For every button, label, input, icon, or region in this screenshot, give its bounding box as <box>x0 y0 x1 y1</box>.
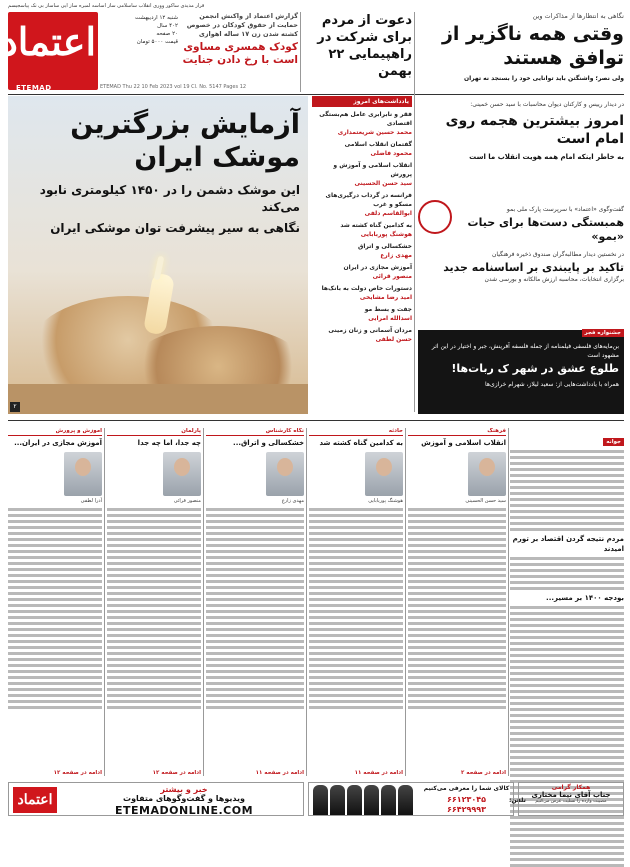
column-headline[interactable]: انقلاب اسلامی و آموزش <box>421 439 506 447</box>
column-headline[interactable]: مردم نتیجه گردن اقتصاد بر تورم امیدند <box>512 535 624 553</box>
index-author: مهدی زارع <box>380 252 412 259</box>
author-photo <box>468 452 506 496</box>
story-kicker: گفت‌وگوی «اعتماد» با سرپرست پارک ملی بمو <box>506 206 624 213</box>
index-title: آموزش مجازی در ایران <box>343 264 412 271</box>
story-headline[interactable]: کودک همسری مساوی است با رخ دادن جنایت <box>182 41 298 66</box>
body-text <box>408 508 506 709</box>
continued-link[interactable]: ادامه در صفحه ۱۲ <box>152 770 201 776</box>
index-entry[interactable] <box>312 242 412 260</box>
meta-line: ۴۰۲ سال <box>157 23 178 29</box>
main-subheadline-2: نگاهی به سیر پیشرفت توان موشکی ایران <box>50 221 300 235</box>
index-title: گفتمان انقلاب اسلامی <box>344 141 412 148</box>
ad-line-1: کالای شما را معرفی می‌کنیم <box>423 785 510 792</box>
ad-phones[interactable] <box>419 795 514 815</box>
column-culture[interactable] <box>408 428 506 776</box>
masthead-logo[interactable] <box>0 12 98 92</box>
index-author: اسدالله امرایی <box>368 315 412 322</box>
story-headline[interactable]: طلوع عشق در شهر ک ربات‌ها! <box>451 362 619 375</box>
section-tag: جشنواره فجر <box>582 329 624 337</box>
index-title: مردان آسمانی و زنان زمینی <box>328 327 412 334</box>
story-teachers-fund[interactable] <box>418 250 624 284</box>
lead-subheadline: ولی نصر؛ واشنگتن باید توانایی خود را بسنجد نه تهران <box>463 75 624 82</box>
story-headline[interactable]: تاکید بر پایبندی بر اساسنامه جدید <box>443 261 624 274</box>
index-title: فقر و نابرابری عامل هم‌بستگی اقتصادی <box>319 111 412 127</box>
body-text <box>107 508 201 709</box>
index-title: جفت و بسط مو <box>364 306 412 313</box>
logo-text: اعتماد <box>0 19 96 64</box>
index-author: منصور قرائی <box>372 273 412 280</box>
continued-link[interactable]: ادامه در صفحه ۲ <box>461 770 506 776</box>
author-photo <box>365 452 403 496</box>
ad-condolence <box>518 782 624 816</box>
main-story[interactable] <box>16 108 300 236</box>
index-entry[interactable] <box>312 140 412 158</box>
index-entry[interactable] <box>312 305 412 323</box>
index-title: فرانسه در گرداب درگیری‌های مسکو و غرب <box>325 192 412 208</box>
park-stamp-icon <box>418 200 452 234</box>
ad-url[interactable]: ETEMADONLINE.COM <box>114 804 254 817</box>
body-text <box>510 450 624 531</box>
ad-line-3: مصیبت وارده را تسلیت عرض می‌کنیم <box>535 799 607 804</box>
column-headline[interactable]: آموزش مجازی در ایران... <box>14 439 102 447</box>
right-column[interactable] <box>510 428 624 776</box>
ad-etemadonline[interactable] <box>8 782 304 816</box>
ad-line-1: خبر و بیشتر <box>160 785 208 794</box>
author-photo <box>64 452 102 496</box>
phone-number: ۶۶۱۲۳۰۴۵ <box>446 795 487 804</box>
meta-line: قیمت ۵۰۰۰ تومان <box>136 39 178 45</box>
story-deck: برگزاری انتخابات، محاسبه ارزش مالکانه و بورسی شدن <box>484 276 624 283</box>
index-author: سید حسن الحسینی <box>354 180 412 187</box>
ground <box>8 384 308 414</box>
ad-line-2: جناب آقای نیما مختاری <box>531 791 611 799</box>
issue-meta <box>100 14 178 76</box>
index-author: محمد حسین شریعتمداری <box>337 129 412 136</box>
section-label: آموزش و پرورش <box>8 428 102 436</box>
column-divider <box>300 12 301 92</box>
column-headline[interactable]: چه جدا، اما چه جدا <box>137 439 201 447</box>
section-label: پارلمان <box>107 428 201 436</box>
fajr-festival-box[interactable] <box>418 330 624 414</box>
story-headline[interactable]: دعوت از مردم برای شرکت در راهپیمایی ۲۲ بهمن <box>317 13 412 79</box>
index-title: انقلاب اسلامی و آموزش و پرورش <box>333 162 412 178</box>
ad-phone[interactable] <box>308 782 526 816</box>
lead-kicker: نگاهی به انتظارها از مذاکرات وین <box>532 12 624 20</box>
phone-label: تلفن: <box>509 797 526 804</box>
index-author: محمود فاضلی <box>370 150 412 157</box>
main-headline[interactable]: آزمایش بزرگترین موشک ایران <box>70 109 300 173</box>
body-text <box>309 508 403 709</box>
dateline: ETEMAD Thu 22 10 Feb 2023 vol 19 Cl. No. 5147 Pages 12 <box>100 84 247 90</box>
index-entry[interactable] <box>312 161 412 188</box>
author-photo <box>163 452 201 496</box>
editorial-index <box>312 96 412 414</box>
story-kicker: در نخستین دیدار مطالبه‌گران صندوق ذخیره فرهنگیان <box>492 251 624 258</box>
continued-link[interactable]: ادامه در صفحه ۱۱ <box>354 770 403 776</box>
index-title: به کدامین گناه کشته شد <box>340 222 412 229</box>
story-deck: به خاطر اینکه امام همه هویت انقلاب ما است <box>469 153 624 161</box>
header-divider <box>8 94 624 95</box>
logo-latin: ETEMAD <box>16 84 52 92</box>
column-expert[interactable] <box>206 428 304 776</box>
index-entry[interactable] <box>312 191 412 218</box>
lead-story[interactable] <box>418 12 624 83</box>
masthead-slogan: قرار مدیدی ساکور ووری انقلاب ساسلامی ساز اساسه لمبره ساز ایی ساساز بی نک پیاسجیسم <box>8 3 205 9</box>
section-label: حادثه <box>309 428 403 436</box>
column-divider <box>203 428 204 776</box>
body-text <box>206 508 304 709</box>
column-headline[interactable]: خشکسالی و اتراق... <box>233 439 304 447</box>
top-story-child-marriage[interactable] <box>180 12 298 67</box>
index-title: خشکسالی و اتراق <box>358 243 412 250</box>
story-headline[interactable]: همبستگی دست‌ها برای حیات «بمو» <box>467 216 624 243</box>
column-incident[interactable] <box>309 428 403 776</box>
story-kicker: بن‌مایه‌های فلسفی فیلمنامه از جمله فلسفه آفرینش، جبر و اختیار در این اثر مشهود است <box>431 343 619 359</box>
continued-link[interactable]: ادامه در صفحه ۱۲ <box>53 770 102 776</box>
ad-line-2: ویدیوها و گفت‌وگوهای متفاوت <box>123 794 245 803</box>
index-entry[interactable] <box>312 221 412 239</box>
column-divider <box>508 428 509 776</box>
index-author: امید رضا مشایخی <box>359 294 412 301</box>
phone-number: ۶۶۴۲۹۹۹۳ <box>446 805 487 814</box>
column-headline[interactable]: به کدامین گناه کشته شد <box>319 439 403 447</box>
column-parliament[interactable] <box>107 428 201 776</box>
index-author: حسن لطفی <box>375 336 412 343</box>
index-header: یادداشت‌های امروز <box>312 96 412 107</box>
column-education[interactable] <box>8 428 102 776</box>
meta-line: شنبه ۱۲ اردیبهشت <box>135 15 178 21</box>
story-kicker: در دیدار رییس و کارکنان دیوان محاسبات با سید حسن خمینی: <box>470 101 624 108</box>
column-divider <box>104 428 105 776</box>
column-divider <box>414 12 415 412</box>
section-label: فرهنگ <box>408 428 506 436</box>
section-tag: جوانه <box>603 438 624 446</box>
top-story-rally[interactable] <box>302 12 412 80</box>
index-entry[interactable] <box>312 263 412 281</box>
story-footer: همراه با یادداشت‌هایی از: سعید لیلاز، شهرام خرازی‌ها <box>485 381 619 388</box>
index-entry[interactable] <box>312 110 412 137</box>
continued-link[interactable]: ادامه در صفحه ۱۱ <box>255 770 304 776</box>
author-name: منصور قرائی <box>173 498 201 504</box>
fold-divider <box>8 420 624 421</box>
column-headline[interactable]: بودجه ۱۴۰۰ بر مسیر... <box>546 594 624 602</box>
author-name: هوشنگ پوربابایی <box>368 498 403 504</box>
index-entry[interactable] <box>312 326 412 344</box>
column-divider <box>306 428 307 776</box>
author-name: مهدی زارع <box>281 498 304 504</box>
story-headline[interactable]: امروز بیشترین هجمه روی امام است <box>445 113 624 147</box>
people-silhouettes <box>313 785 413 815</box>
body-text <box>8 508 102 709</box>
column-divider <box>405 428 406 776</box>
main-subheadline: این موشک دشمن را در ۱۴۵۰ کیلومتری نابود می‌کند <box>39 183 300 214</box>
index-title: دستورات خاص دولت به بانک‌ها <box>321 285 412 292</box>
page-ref-badge: ۲ <box>10 402 20 412</box>
meta-line: ۲۰ صفحه <box>156 31 178 37</box>
author-name: سید حسن الحسینی <box>465 498 506 504</box>
story-kicker: گزارش اعتماد از واکنش انجمن حمایت از حقوق کودکان در خصوص کشته شدن زن ۱۷ ساله اهوازی <box>186 12 298 38</box>
author-photo <box>266 452 304 496</box>
index-author: هوشنگ پوربابایی <box>360 231 412 238</box>
section-label: نگاه کارشناس <box>206 428 304 436</box>
story-bamu[interactable] <box>456 205 624 244</box>
index-author: ابوالقاسم دلفی <box>364 210 412 217</box>
ad-line-1: همکار گرامی <box>551 784 591 791</box>
index-entry[interactable] <box>312 284 412 302</box>
ad-logo: اعتماد <box>13 787 57 813</box>
story-khomeini[interactable] <box>418 100 624 162</box>
author-name: آذرا لطفی <box>80 498 102 504</box>
body-text <box>510 606 624 867</box>
lead-headline[interactable]: وقتی همه ناگزیر از توافق هستند <box>441 23 624 69</box>
body-text <box>510 557 624 590</box>
